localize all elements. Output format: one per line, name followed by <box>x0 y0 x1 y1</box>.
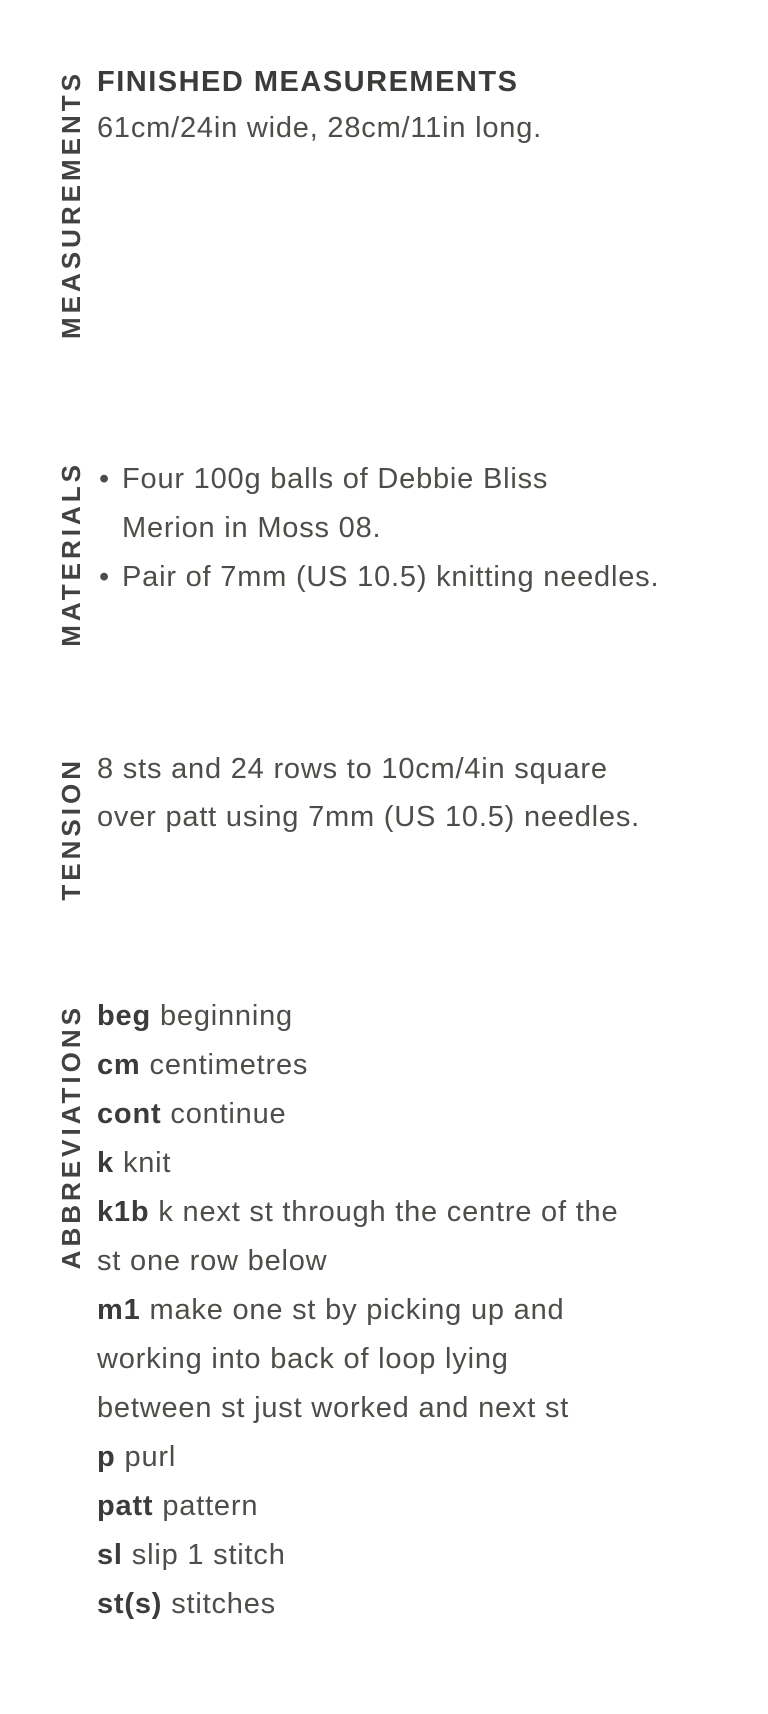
materials-vertical-label: MATERIALS <box>56 461 86 647</box>
abbreviation-row <box>97 1188 738 1237</box>
abbreviation-row-continuation <box>97 1335 738 1384</box>
abbreviation-row <box>97 1090 738 1139</box>
materials-item-continuation <box>99 504 768 553</box>
abbreviation-meaning: centimetres <box>149 1049 309 1081</box>
abbreviation-meaning: continue <box>170 1098 287 1130</box>
abbreviation-meaning: beginning <box>159 1000 293 1032</box>
bullet-icon: • <box>99 561 110 593</box>
abbreviation-row-continuation <box>97 1384 738 1433</box>
abbreviation-row <box>97 1580 738 1629</box>
abbreviation-row-continuation <box>97 1237 738 1286</box>
abbreviation-meaning: stitches <box>171 1588 276 1620</box>
abbreviation-meaning: between st just worked and next st <box>97 1392 570 1424</box>
abbreviation-meaning: slip 1 stitch <box>131 1539 286 1571</box>
materials-item-text: Four 100g balls of Debbie Bliss <box>122 463 549 495</box>
materials-item-text: Pair of 7mm (US 10.5) knitting needles. <box>122 561 660 593</box>
finished-measurements-heading: FINISHED MEASUREMENTS <box>97 66 519 98</box>
section-measurements <box>0 60 768 340</box>
abbreviation-meaning: k next st through the centre of the <box>158 1196 619 1228</box>
abbreviation-term: k <box>97 1147 114 1179</box>
measurements-vertical-label: MEASUREMENTS <box>56 70 86 340</box>
abbreviation-term: k1b <box>97 1196 150 1228</box>
abbreviation-term: sl <box>97 1539 123 1571</box>
tension-text: 8 sts and 24 rows to 10cm/4in square <box>97 753 608 785</box>
measurements-text: 61cm/24in wide, 28cm/11in long. <box>97 112 543 144</box>
tension-text: over patt using 7mm (US 10.5) needles. <box>97 801 640 833</box>
materials-item <box>99 553 768 602</box>
abbreviation-term: beg <box>97 1000 151 1032</box>
abbreviation-row <box>97 1482 738 1531</box>
abbreviation-meaning: make one st by picking up and <box>149 1294 565 1326</box>
abbreviation-row <box>97 1286 738 1335</box>
abbreviation-term: cont <box>97 1098 162 1130</box>
abbreviation-row <box>97 992 738 1041</box>
abbreviation-term: p <box>97 1441 116 1473</box>
abbreviation-meaning: st one row below <box>97 1245 328 1277</box>
materials-content <box>99 455 768 602</box>
bullet-icon: • <box>99 463 110 495</box>
section-abbreviations <box>0 992 768 1629</box>
abbreviation-row <box>97 1433 738 1482</box>
abbreviation-term: st(s) <box>97 1588 163 1620</box>
abbreviation-meaning: pattern <box>162 1490 259 1522</box>
abbreviation-term: patt <box>97 1490 154 1522</box>
abbreviation-row <box>97 1531 738 1580</box>
abbreviations-content <box>97 992 738 1629</box>
abbreviation-term: cm <box>97 1049 141 1081</box>
abbreviation-row <box>97 1041 738 1090</box>
tension-content <box>97 745 738 841</box>
section-tension <box>0 745 768 901</box>
abbreviation-term: m1 <box>97 1294 141 1326</box>
abbreviations-vertical-label: ABBREVIATIONS <box>56 1004 86 1270</box>
tension-vertical-label: TENSION <box>56 757 86 901</box>
abbreviation-meaning: purl <box>124 1441 177 1473</box>
materials-item-text: Merion in Moss 08. <box>122 512 382 544</box>
materials-item <box>99 455 768 504</box>
measurements-content <box>97 60 738 152</box>
abbreviation-meaning: knit <box>122 1147 172 1179</box>
section-materials <box>0 455 768 647</box>
abbreviation-row <box>97 1139 738 1188</box>
abbreviation-meaning: working into back of loop lying <box>97 1343 509 1375</box>
